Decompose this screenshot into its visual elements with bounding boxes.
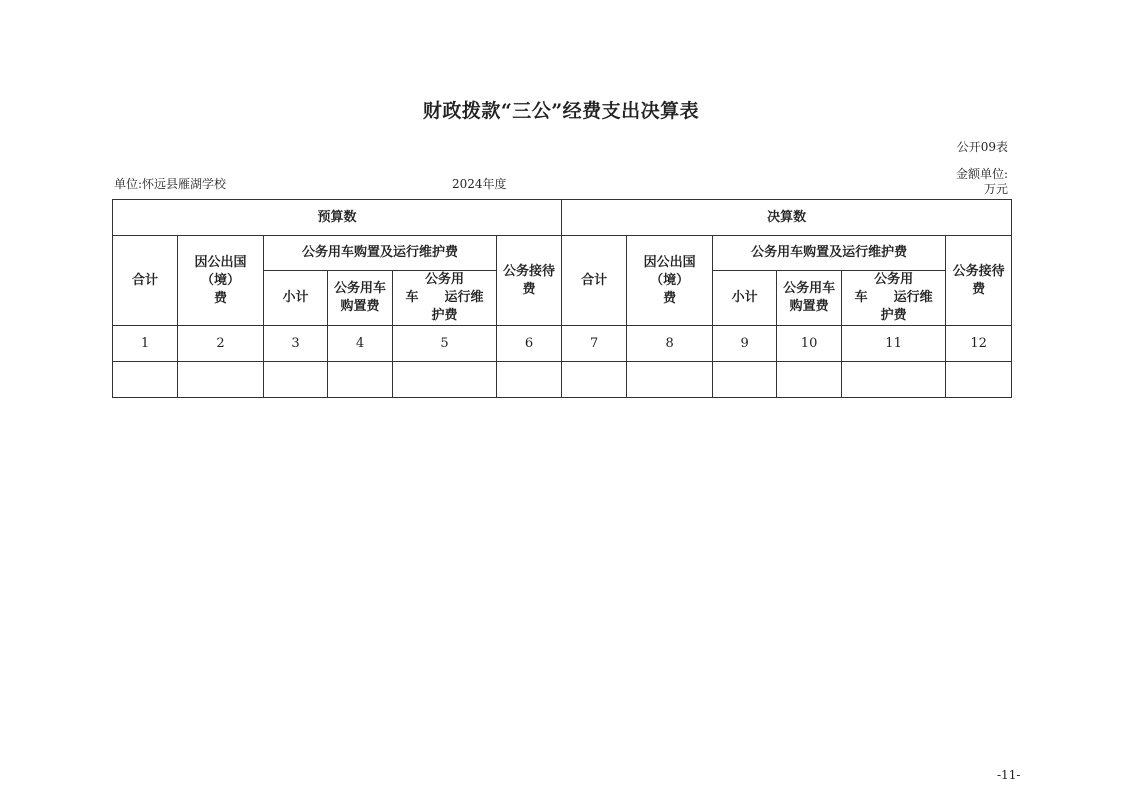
data-cell [113, 362, 178, 398]
operate-line-2: 车 运行维 [854, 290, 933, 305]
data-cell [497, 362, 562, 398]
abroad-line-2: （境） [650, 272, 690, 288]
col-subtotal-final: 小计 [713, 271, 777, 326]
purchase-line-2: 购置费 [789, 299, 829, 314]
operate-line-2: 车 运行维 [405, 290, 484, 305]
column-number: 12 [946, 326, 1012, 362]
col-total-final: 合计 [562, 236, 627, 326]
operate-line-1: 公务用 [874, 272, 914, 287]
data-cell [777, 362, 842, 398]
amount-unit-value: 万元 [983, 182, 1008, 196]
data-cell [627, 362, 713, 398]
group-header-budget: 预算数 [113, 200, 562, 236]
operate-line-1: 公务用 [424, 272, 464, 287]
data-cell [178, 362, 264, 398]
abroad-line-3: 费 [213, 290, 227, 306]
column-number-row [113, 326, 1012, 362]
year-label: 2024年度 [452, 177, 507, 191]
col-subtotal-budget: 小计 [264, 271, 328, 326]
col-abroad-budget [178, 236, 264, 326]
column-number: 3 [264, 326, 328, 362]
reception-line-1: 公务接待 [503, 263, 556, 279]
abroad-line-1: 因公出国 [194, 254, 247, 270]
purchase-line-2: 购置费 [340, 299, 380, 314]
data-row [113, 362, 1012, 398]
data-cell [946, 362, 1012, 398]
column-number: 1 [113, 326, 178, 362]
purchase-line-1: 公务用车 [783, 281, 836, 296]
col-vehicle-budget: 公务用车购置及运行维护费 [264, 236, 497, 271]
unit-label: 单位:怀远县雁湖学校 [114, 177, 227, 191]
group-header-final: 决算数 [562, 200, 1012, 236]
abroad-line-1: 因公出国 [643, 254, 696, 270]
column-number: 10 [777, 326, 842, 362]
column-number: 6 [497, 326, 562, 362]
reception-line-2: 费 [522, 281, 536, 297]
page-number: -11- [997, 768, 1021, 782]
data-cell [328, 362, 393, 398]
col-operate-final [842, 271, 946, 326]
col-purchase-budget [328, 271, 393, 326]
data-cell [264, 362, 328, 398]
reception-line-1: 公务接待 [952, 263, 1005, 279]
column-number: 5 [393, 326, 497, 362]
column-number: 8 [627, 326, 713, 362]
col-reception-final [946, 236, 1012, 326]
abroad-line-2: （境） [200, 272, 240, 288]
operate-line-3: 护费 [880, 308, 907, 323]
column-number: 7 [562, 326, 627, 362]
purchase-line-1: 公务用车 [333, 281, 386, 296]
col-total-budget: 合计 [113, 236, 178, 326]
data-cell [713, 362, 777, 398]
data-cell [393, 362, 497, 398]
col-vehicle-final: 公务用车购置及运行维护费 [713, 236, 946, 271]
page-title: 财政拨款“三公”经费支出决算表 [422, 100, 700, 122]
column-number: 2 [178, 326, 264, 362]
col-operate-budget [393, 271, 497, 326]
amount-unit-label: 金额单位: [955, 167, 1008, 181]
amount-unit [956, 167, 1008, 197]
column-number: 4 [328, 326, 393, 362]
col-abroad-final [627, 236, 713, 326]
three-public-expenses-table [112, 199, 1012, 398]
operate-line-3: 护费 [431, 308, 458, 323]
column-number: 9 [713, 326, 777, 362]
data-cell [842, 362, 946, 398]
col-reception-budget [497, 236, 562, 326]
data-cell [562, 362, 627, 398]
col-purchase-final [777, 271, 842, 326]
abroad-line-3: 费 [663, 290, 677, 306]
column-number: 11 [842, 326, 946, 362]
form-number: 公开09表 [956, 140, 1008, 154]
reception-line-2: 费 [972, 281, 986, 297]
